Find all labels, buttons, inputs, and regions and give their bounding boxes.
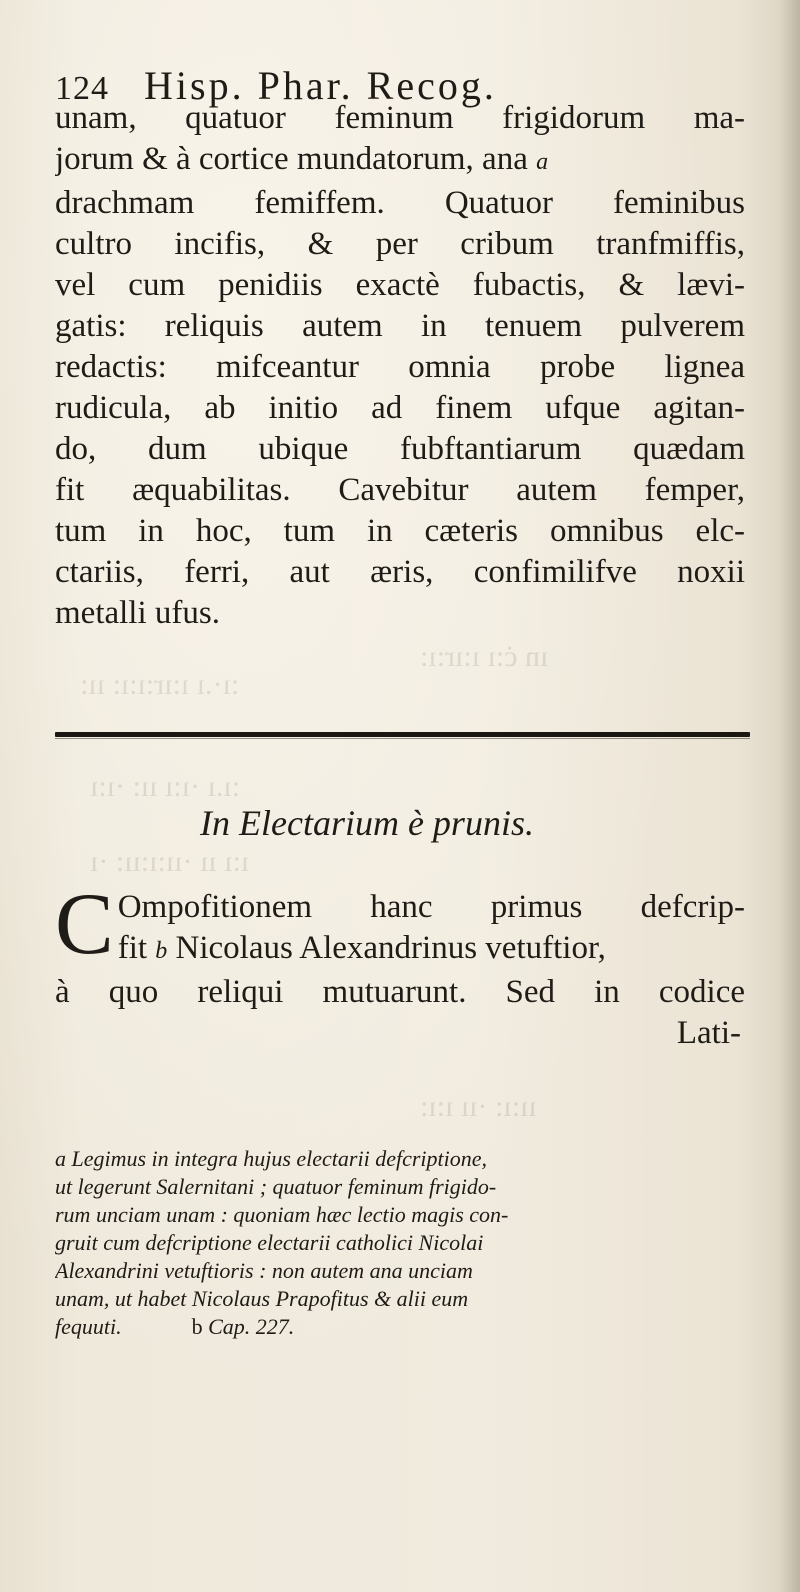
section-text-block [55, 876, 745, 1054]
main-text-block [55, 98, 745, 634]
text-line: Ompofitionem hanc primus defcrip- [117, 889, 745, 925]
text-line: jorum & à cortice mundatorum, ana a [55, 141, 549, 177]
show-through-text: :ı.ı ·ı:ı ıı: ·ı:ı [90, 770, 240, 803]
text-line: unam, quatuor feminum frigidorum ma- [55, 100, 745, 136]
section-rule [55, 732, 750, 737]
text-line: metalli ufus. [55, 595, 220, 631]
text-line: drachmam femiffem. Quatuor feminibus [55, 185, 745, 221]
footnotes-block [55, 1145, 745, 1341]
section-rule-hairline [55, 738, 750, 739]
text-line: fit b Nicolaus Alexandrinus vetuftior, [117, 930, 606, 966]
text-line: rudicula, ab initio ad finem ufque agitan- [55, 390, 745, 426]
footnote-line: a Legimus in integra hujus electarii defcriptione, [55, 1146, 488, 1171]
catchword: Lati- [676, 1015, 741, 1051]
footnote-line: fequuti. b Cap. 227. [55, 1314, 295, 1339]
footnote-line: rum unciam unam : quoniam hæc lectio magis con- [55, 1202, 509, 1227]
footnote-line: unam, ut habet Nicolaus Prapofitus & alii eum [55, 1286, 469, 1311]
text-line: vel cum penidiis exactè fubactis, & lævi- [55, 267, 745, 303]
footnote-ref-text: Cap. 227. [208, 1314, 295, 1339]
text-line: ctariis, ferri, aut æris, confimilifve noxii [55, 554, 745, 590]
drop-cap: C [55, 876, 114, 973]
show-through-text: :ı·.ı ı:ır:ı:ı: ıı: [80, 668, 240, 701]
show-through-text: ı:ı ıı ·ıı:ı:ıı: ·ı [90, 845, 250, 878]
show-through-text: ın ċ:ı ı:ır:ı: [420, 640, 549, 673]
footnote-line: ut legerunt Salernitani ; quatuor feminum frigido- [55, 1174, 497, 1199]
text-line: tum in hoc, tum in cæteris omnibus elc- [55, 513, 745, 549]
footnote-line: gruit cum defcriptione electarii catholici Nicolai [55, 1230, 484, 1255]
text-line: redactis: mifceantur omnia probe lignea [55, 349, 745, 385]
footnote-marker-a: a [536, 149, 549, 175]
text-line: cultro incifis, & per cribum tranfmiffis, [55, 226, 745, 262]
footnote-line: Alexandrini vetuftioris : non autem ana unciam [55, 1258, 473, 1283]
running-title: Hisp. Phar. Recog. [144, 63, 497, 108]
text-line: gatis: reliquis autem in tenuem pulverem [55, 308, 745, 344]
page-edge-shadow [780, 0, 800, 1592]
text-line: à quo reliqui mutuarunt. Sed in codice [55, 974, 745, 1010]
show-through-text: ıı:ı: ·ıı ı:ı: [420, 1090, 537, 1123]
section-title: In Electarium è prunis. [200, 803, 534, 843]
text-line: fit æquabilitas. Cavebitur autem femper, [55, 472, 745, 508]
text-line: do, dum ubique fubftantiarum quædam [55, 431, 745, 467]
footnote-ref-marker: b [191, 1314, 203, 1339]
page-number: 124 [55, 70, 109, 107]
footnote-marker-b: b [155, 938, 168, 964]
